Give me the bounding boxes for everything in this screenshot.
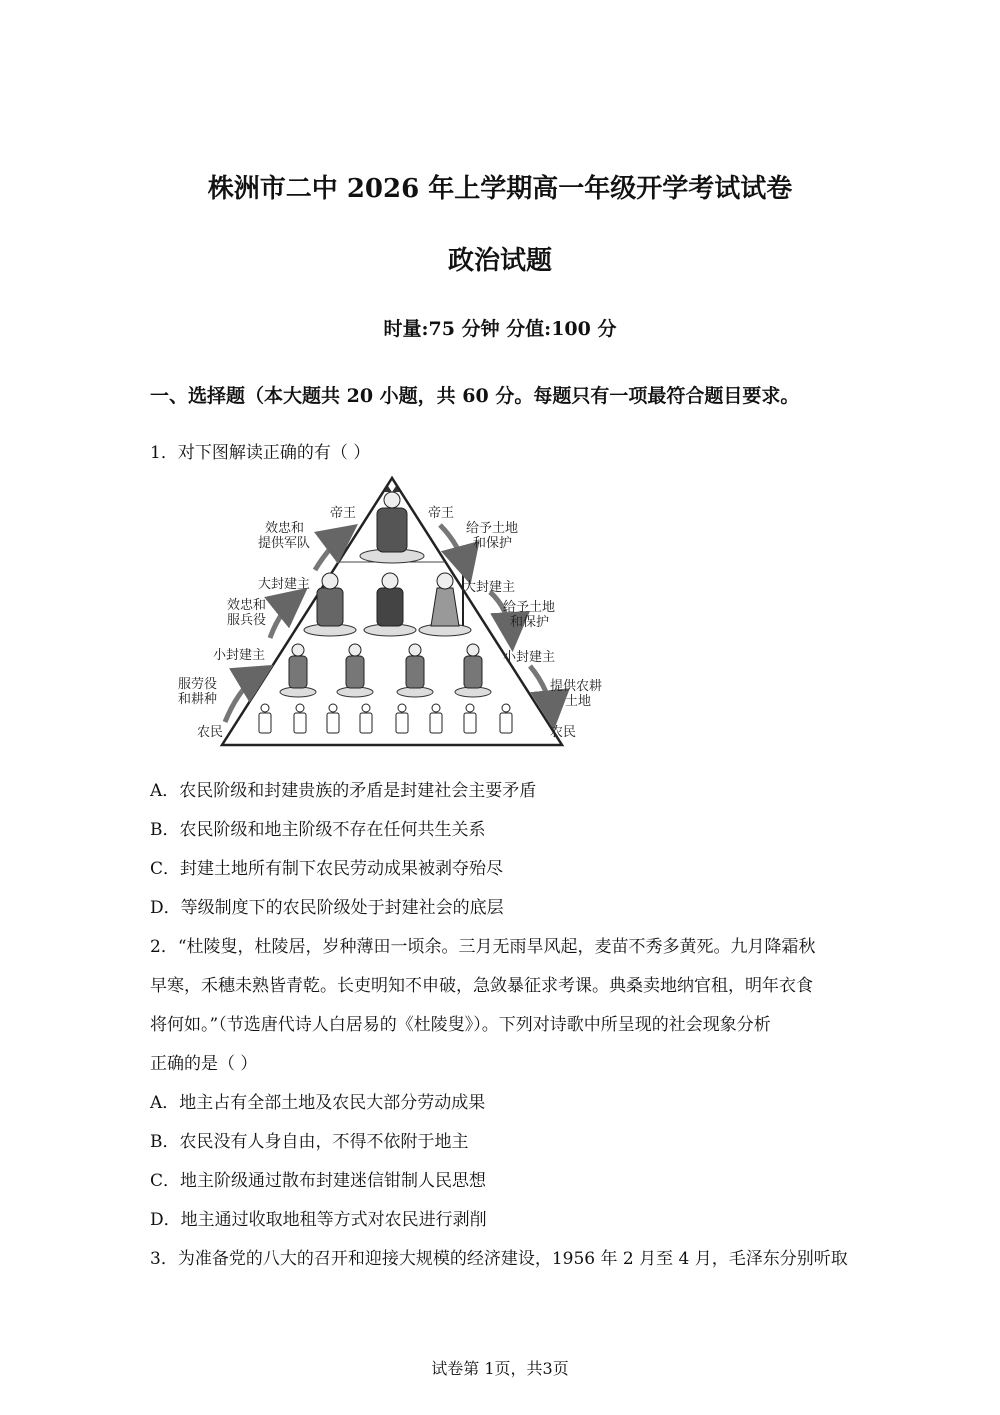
question-3-stem: 3．为准备党的八大的召开和迎接大规模的经济建设，1956 年 2 月至 4 月，毛泽东分别听取 [150, 1249, 848, 1269]
exam-meta: 时量:75 分钟 分值:100 分 [383, 318, 617, 340]
label-right-land-a: 提供农耕 [550, 679, 603, 694]
label-left-loyal1-b: 提供军队 [258, 536, 311, 551]
label-right-give2-b: 和保护 [510, 615, 550, 630]
peasant-figures-icon [259, 704, 512, 733]
q2-stem-line-2: 早寒，禾穗未熟皆青乾。长吏明知不申破，急敛暴征求考课。典桑卖地纳官租，明年衣食 [150, 976, 813, 996]
big-lord-figures-icon [304, 570, 471, 636]
q2-stem-line-1: 2．“杜陵叟，杜陵居，岁种薄田一顷余。三月无雨旱风起，麦苗不秀多黄死。九月降霜秋 [150, 937, 816, 957]
emperor-figure-icon [360, 486, 424, 563]
label-right-big-lord: 大封建主 [463, 580, 516, 595]
page-footer: 试卷第 1页，共3页 [431, 1359, 569, 1378]
q1-option-c: C．封建土地所有制下农民劳动成果被剥夺殆尽 [150, 859, 504, 879]
label-left-peasant: 农民 [197, 725, 224, 740]
label-left-loyal2-a: 效忠和 [227, 598, 267, 613]
label-right-land-b: 土地 [565, 694, 592, 709]
label-left-loyal1-a: 效忠和 [265, 521, 305, 536]
section-heading: 一、选择题（本大题共 20 小题，共 60 分。每题只有一项最符合题目要求。 [150, 385, 800, 407]
label-right-peasant: 农民 [550, 725, 577, 740]
q1-option-b: B．农民阶级和地主阶级不存在任何共生关系 [150, 820, 486, 840]
arrow-right-1 [440, 525, 468, 575]
label-left-labor-a: 服劳役 [178, 677, 218, 692]
q2-option-b: B．农民没有人身自由，不得不依附于地主 [150, 1132, 469, 1152]
q2-option-c: C．地主阶级通过散布封建迷信钳制人民思想 [150, 1171, 487, 1191]
label-right-give1-b: 和保护 [473, 536, 513, 551]
label-right-small-lord: 小封建主 [503, 650, 556, 665]
question-1-stem: 1．对下图解读正确的有（ ） [150, 443, 371, 463]
q2-stem-line-4: 正确的是（ ） [150, 1054, 258, 1074]
q1-option-d: D．等级制度下的农民阶级处于封建社会的底层 [150, 898, 504, 918]
label-left-loyal2-b: 服兵役 [227, 613, 267, 628]
small-lord-figures-icon [280, 644, 491, 697]
label-left-emperor: 帝王 [330, 506, 357, 521]
q2-option-a: A．地主占有全部土地及农民大部分劳动成果 [150, 1093, 486, 1113]
label-left-labor-b: 和耕种 [178, 692, 218, 707]
label-left-small-lord: 小封建主 [213, 648, 266, 663]
label-right-give2-a: 给予土地 [503, 600, 556, 615]
feudal-hierarchy-figure [170, 470, 620, 755]
q2-option-d: D．地主通过收取地租等方式对农民进行剥削 [150, 1210, 487, 1230]
label-right-give1-a: 给予土地 [466, 521, 519, 536]
label-right-emperor: 帝王 [428, 506, 455, 521]
exam-title: 株洲市二中 2026 年上学期高一年级开学考试试卷 [207, 174, 793, 204]
q2-stem-line-3: 将何如。”（节选唐代诗人白居易的《杜陵叟》）。下列对诗歌中所呈现的社会现象分析 [150, 1015, 771, 1035]
subject-title: 政治试题 [447, 246, 552, 276]
label-left-big-lord: 大封建主 [258, 577, 311, 592]
q1-option-a: A．农民阶级和封建贵族的矛盾是封建社会主要矛盾 [150, 781, 537, 801]
